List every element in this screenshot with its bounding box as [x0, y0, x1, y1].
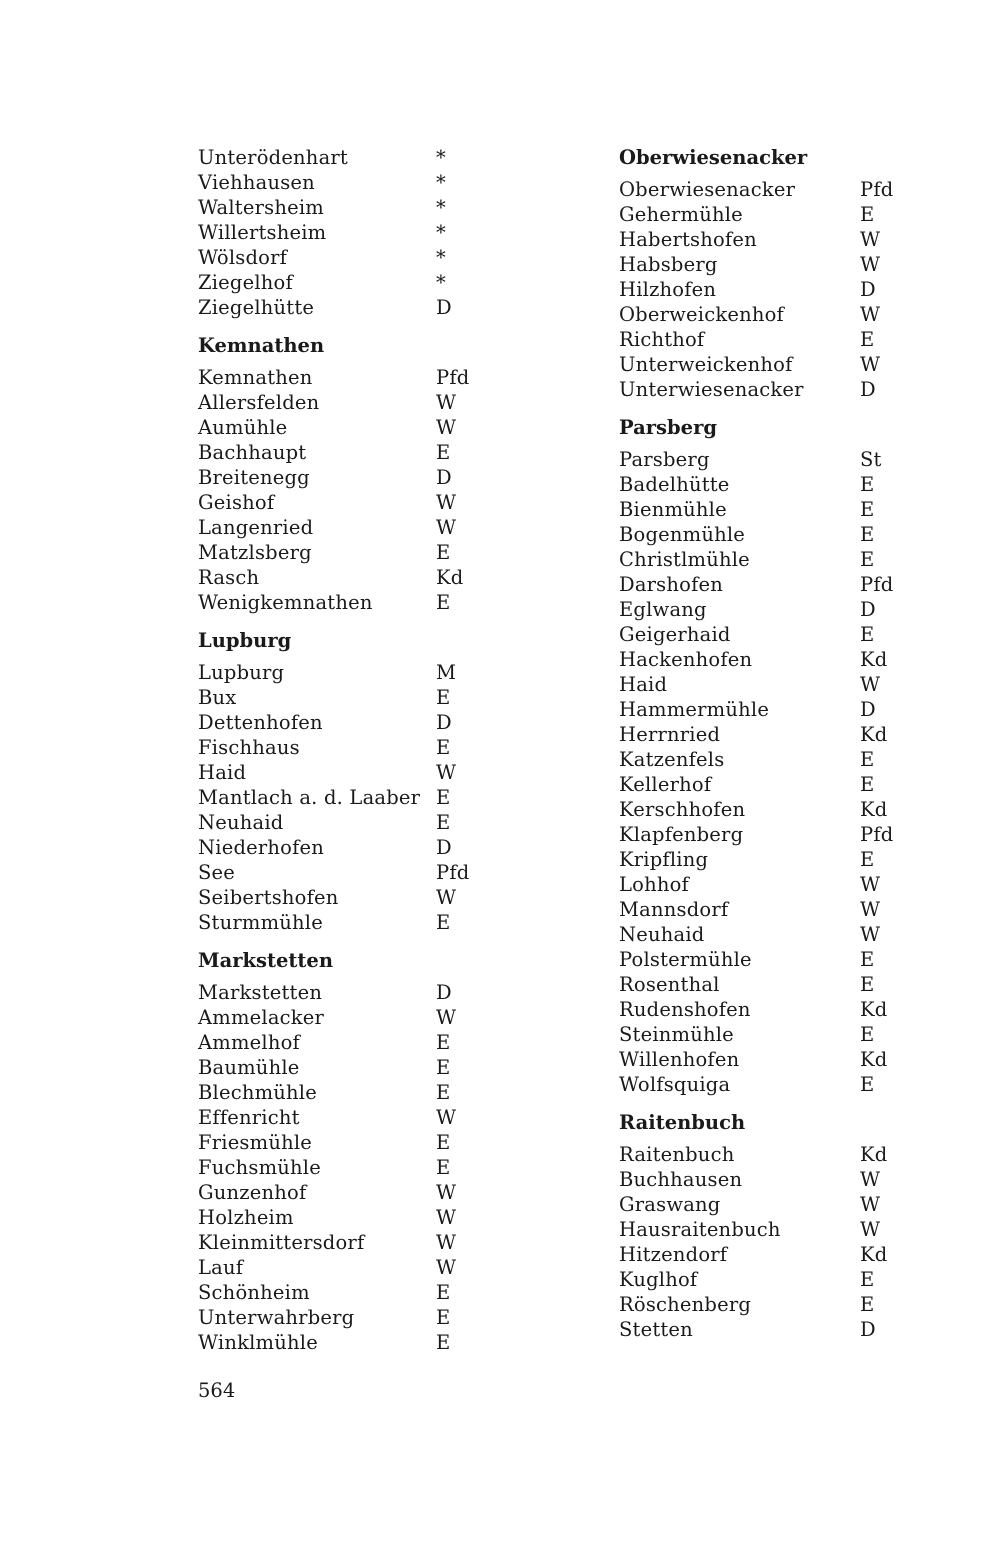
- place-name: Breitenegg: [198, 466, 310, 489]
- place-row: [619, 822, 919, 847]
- place-type-code: Pfd: [436, 861, 470, 884]
- place-row: [198, 660, 498, 685]
- place-row: [619, 1292, 919, 1317]
- place-name: Katzenfels: [619, 748, 725, 771]
- place-type-code: E: [436, 1281, 451, 1304]
- section: [619, 1110, 919, 1342]
- place-row: [619, 797, 919, 822]
- place-name: Unterwiesenacker: [619, 378, 804, 401]
- section-heading: Lupburg: [198, 629, 292, 652]
- place-type-code: W: [860, 923, 881, 946]
- place-type-code: W: [436, 1181, 457, 1204]
- place-row: [198, 1230, 498, 1255]
- place-name: Hausraitenbuch: [619, 1218, 781, 1241]
- place-type-code: E: [860, 548, 875, 571]
- place-type-code: E: [860, 973, 875, 996]
- place-name: Ziegelhütte: [198, 296, 315, 319]
- place-type-code: Pfd: [860, 573, 894, 596]
- place-type-code: W: [860, 353, 881, 376]
- place-row: [619, 597, 919, 622]
- place-type-code: E: [436, 811, 451, 834]
- place-row: [198, 835, 498, 860]
- place-row: [619, 252, 919, 277]
- place-name: Steinmühle: [619, 1023, 734, 1046]
- place-name: Waltersheim: [198, 196, 324, 219]
- place-row: [619, 847, 919, 872]
- place-row: [619, 647, 919, 672]
- place-name: Gehermühle: [619, 203, 743, 226]
- place-row: [619, 377, 919, 402]
- place-type-code: E: [436, 1056, 451, 1079]
- section-heading: Kemnathen: [198, 334, 325, 357]
- place-type-code: *: [436, 221, 446, 244]
- place-name: Willenhofen: [619, 1048, 740, 1071]
- place-name: Ammelacker: [198, 1006, 325, 1029]
- place-name: Buchhausen: [619, 1168, 743, 1191]
- place-row: [619, 352, 919, 377]
- place-row: [198, 785, 498, 810]
- place-type-code: Kd: [860, 1143, 888, 1166]
- place-type-code: D: [436, 711, 452, 734]
- place-row: [619, 947, 919, 972]
- place-type-code: W: [860, 303, 881, 326]
- place-type-code: W: [436, 1006, 457, 1029]
- place-type-code: *: [436, 271, 446, 294]
- place-row: [198, 1030, 498, 1055]
- place-row: [198, 195, 498, 220]
- place-name: Lupburg: [198, 661, 285, 684]
- place-type-code: Kd: [860, 798, 888, 821]
- place-name: Unterödenhart: [198, 146, 348, 169]
- section-heading: Parsberg: [619, 416, 717, 439]
- section-heading: Oberwiesenacker: [619, 146, 808, 169]
- place-name: Habertshofen: [619, 228, 757, 251]
- place-row: [198, 760, 498, 785]
- place-type-code: Pfd: [860, 178, 894, 201]
- place-row: [198, 1255, 498, 1280]
- place-type-code: *: [436, 246, 446, 269]
- place-name: Eglwang: [619, 598, 707, 621]
- place-row: [198, 365, 498, 390]
- place-name: Schönheim: [198, 1281, 310, 1304]
- place-row: [198, 1330, 498, 1355]
- section-heading: Raitenbuch: [619, 1111, 746, 1134]
- place-name: Kellerhof: [619, 773, 712, 796]
- place-name: Bienmühle: [619, 498, 727, 521]
- place-name: Lauf: [198, 1256, 244, 1279]
- place-row: [619, 1167, 919, 1192]
- place-type-code: E: [860, 773, 875, 796]
- place-type-code: D: [436, 981, 452, 1004]
- place-name: Kuglhof: [619, 1268, 698, 1291]
- place-row: [198, 860, 498, 885]
- place-row: [619, 672, 919, 697]
- place-row: [619, 697, 919, 722]
- place-name: Seibertshofen: [198, 886, 339, 909]
- left-column: [198, 145, 498, 1355]
- place-name: See: [198, 861, 236, 884]
- place-type-code: E: [860, 1073, 875, 1096]
- place-name: Klapfenberg: [619, 823, 744, 846]
- place-row: [198, 735, 498, 760]
- place-name: Unterweickenhof: [619, 353, 793, 376]
- place-type-code: W: [436, 391, 457, 414]
- place-row: [198, 1130, 498, 1155]
- place-row: [198, 1305, 498, 1330]
- place-type-code: E: [860, 473, 875, 496]
- place-type-code: W: [436, 761, 457, 784]
- place-row: [198, 565, 498, 590]
- place-row: [619, 447, 919, 472]
- place-name: Geishof: [198, 491, 275, 514]
- place-type-code: St: [860, 448, 882, 471]
- place-type-code: E: [860, 748, 875, 771]
- place-name: Oberweickenhof: [619, 303, 784, 326]
- place-row: [198, 490, 498, 515]
- place-name: Kripfling: [619, 848, 709, 871]
- place-row: [619, 327, 919, 352]
- section: [198, 145, 498, 320]
- place-name: Herrnried: [619, 723, 721, 746]
- place-row: [198, 440, 498, 465]
- place-type-code: D: [860, 1318, 876, 1341]
- place-row: [619, 277, 919, 302]
- place-type-code: D: [860, 698, 876, 721]
- place-name: Allersfelden: [198, 391, 320, 414]
- place-type-code: E: [436, 541, 451, 564]
- place-type-code: M: [436, 661, 457, 684]
- place-name: Niederhofen: [198, 836, 324, 859]
- place-type-code: W: [860, 253, 881, 276]
- place-row: [619, 747, 919, 772]
- place-name: Mantlach a. d. Laaber: [198, 786, 421, 809]
- place-row: [198, 685, 498, 710]
- place-row: [619, 572, 919, 597]
- place-row: [619, 1267, 919, 1292]
- place-row: [198, 270, 498, 295]
- place-type-code: Kd: [860, 1243, 888, 1266]
- place-type-code: E: [860, 328, 875, 351]
- place-name: Lohhof: [619, 873, 689, 896]
- place-row: [198, 1055, 498, 1080]
- place-type-code: E: [860, 1023, 875, 1046]
- place-row: [619, 547, 919, 572]
- place-row: [198, 1205, 498, 1230]
- place-name: Haid: [198, 761, 247, 784]
- place-row: [198, 390, 498, 415]
- place-type-code: E: [436, 591, 451, 614]
- place-row: [619, 202, 919, 227]
- place-row: [619, 722, 919, 747]
- place-type-code: Kd: [860, 723, 888, 746]
- place-type-code: W: [860, 1168, 881, 1191]
- place-type-code: E: [436, 736, 451, 759]
- place-name: Viehhausen: [198, 171, 315, 194]
- section: [198, 333, 498, 615]
- place-row: [619, 1192, 919, 1217]
- place-name: Kleinmittersdorf: [198, 1231, 365, 1254]
- place-type-code: E: [436, 1131, 451, 1154]
- place-type-code: Pfd: [436, 366, 470, 389]
- place-name: Rudenshofen: [619, 998, 751, 1021]
- place-name: Ziegelhof: [198, 271, 293, 294]
- place-type-code: W: [436, 1231, 457, 1254]
- place-name: Kerschhofen: [619, 798, 746, 821]
- place-type-code: *: [436, 146, 446, 169]
- place-type-code: E: [860, 203, 875, 226]
- place-row: [619, 497, 919, 522]
- place-type-code: W: [860, 673, 881, 696]
- place-name: Wenigkemnathen: [198, 591, 373, 614]
- place-type-code: E: [436, 1331, 451, 1354]
- place-type-code: *: [436, 171, 446, 194]
- place-name: Holzheim: [198, 1206, 294, 1229]
- place-type-code: W: [436, 1206, 457, 1229]
- place-type-code: W: [436, 1106, 457, 1129]
- place-name: Winklmühle: [198, 1331, 318, 1354]
- place-type-code: E: [860, 948, 875, 971]
- place-type-code: E: [436, 1156, 451, 1179]
- place-type-code: Kd: [860, 998, 888, 1021]
- place-row: [619, 522, 919, 547]
- section-heading: Markstetten: [198, 949, 333, 972]
- section: [198, 628, 498, 935]
- place-name: Wölsdorf: [198, 246, 288, 269]
- place-type-code: E: [860, 523, 875, 546]
- place-name: Geigerhaid: [619, 623, 731, 646]
- place-row: [198, 590, 498, 615]
- place-type-code: *: [436, 196, 446, 219]
- place-row: [619, 972, 919, 997]
- place-row: [619, 1072, 919, 1097]
- place-type-code: E: [436, 686, 451, 709]
- place-row: [198, 170, 498, 195]
- place-row: [198, 1280, 498, 1305]
- place-name: Aumühle: [198, 416, 288, 439]
- place-row: [619, 622, 919, 647]
- place-type-code: W: [436, 416, 457, 439]
- place-type-code: E: [436, 911, 451, 934]
- place-row: [198, 980, 498, 1005]
- place-name: Stetten: [619, 1318, 693, 1341]
- place-row: [619, 302, 919, 327]
- place-row: [198, 1180, 498, 1205]
- place-name: Christlmühle: [619, 548, 750, 571]
- place-type-code: W: [860, 1193, 881, 1216]
- place-type-code: Kd: [436, 566, 464, 589]
- place-name: Fischhaus: [198, 736, 300, 759]
- place-name: Matzlsberg: [198, 541, 312, 564]
- place-type-code: E: [436, 786, 451, 809]
- place-row: [619, 1242, 919, 1267]
- place-type-code: D: [436, 296, 452, 319]
- page-number: 564: [198, 1379, 236, 1402]
- place-type-code: Kd: [860, 1048, 888, 1071]
- place-name: Blechmühle: [198, 1081, 317, 1104]
- place-row: [198, 220, 498, 245]
- place-row: [198, 465, 498, 490]
- place-name: Polstermühle: [619, 948, 752, 971]
- place-type-code: W: [860, 1218, 881, 1241]
- place-row: [198, 1080, 498, 1105]
- place-type-code: E: [436, 1306, 451, 1329]
- place-name: Hilzhofen: [619, 278, 717, 301]
- place-name: Hammermühle: [619, 698, 770, 721]
- place-name: Haid: [619, 673, 668, 696]
- place-row: [198, 1155, 498, 1180]
- place-name: Oberwiesenacker: [619, 178, 796, 201]
- place-row: [619, 922, 919, 947]
- place-name: Röschenberg: [619, 1293, 752, 1316]
- place-row: [619, 772, 919, 797]
- place-type-code: E: [436, 1031, 451, 1054]
- place-type-code: W: [436, 491, 457, 514]
- place-row: [198, 515, 498, 540]
- place-name: Parsberg: [619, 448, 710, 471]
- place-row: [198, 145, 498, 170]
- place-name: Bux: [198, 686, 237, 709]
- place-type-code: E: [860, 1268, 875, 1291]
- place-name: Hackenhofen: [619, 648, 753, 671]
- place-name: Bogenmühle: [619, 523, 746, 546]
- section: [619, 415, 919, 1097]
- place-type-code: E: [436, 441, 451, 464]
- place-row: [198, 295, 498, 320]
- place-row: [198, 415, 498, 440]
- place-name: Darshofen: [619, 573, 724, 596]
- place-name: Kemnathen: [198, 366, 313, 389]
- place-row: [619, 472, 919, 497]
- place-type-code: W: [860, 898, 881, 921]
- place-name: Dettenhofen: [198, 711, 323, 734]
- place-row: [198, 910, 498, 935]
- place-name: Wolfsquiga: [619, 1073, 731, 1096]
- place-type-code: W: [436, 516, 457, 539]
- place-type-code: W: [436, 886, 457, 909]
- place-row: [619, 872, 919, 897]
- place-row: [198, 710, 498, 735]
- place-row: [619, 997, 919, 1022]
- place-row: [619, 1047, 919, 1072]
- place-name: Richthof: [619, 328, 705, 351]
- section: [198, 948, 498, 1355]
- place-row: [619, 227, 919, 252]
- place-row: [619, 1022, 919, 1047]
- place-name: Willertsheim: [198, 221, 327, 244]
- place-type-code: D: [436, 466, 452, 489]
- place-type-code: D: [436, 836, 452, 859]
- section: [619, 145, 919, 402]
- place-name: Habsberg: [619, 253, 718, 276]
- place-type-code: W: [860, 228, 881, 251]
- place-type-code: W: [860, 873, 881, 896]
- place-name: Friesmühle: [198, 1131, 313, 1154]
- place-name: Mannsdorf: [619, 898, 729, 921]
- place-name: Rosenthal: [619, 973, 720, 996]
- place-row: [198, 245, 498, 270]
- place-row: [619, 177, 919, 202]
- place-type-code: Pfd: [860, 823, 894, 846]
- place-type-code: Kd: [860, 648, 888, 671]
- place-name: Sturmmühle: [198, 911, 323, 934]
- place-row: [198, 885, 498, 910]
- place-name: Ammelhof: [198, 1031, 300, 1054]
- place-name: Gunzenhof: [198, 1181, 307, 1204]
- place-row: [198, 540, 498, 565]
- place-name: Neuhaid: [198, 811, 284, 834]
- place-name: Fuchsmühle: [198, 1156, 321, 1179]
- place-row: [198, 1005, 498, 1030]
- place-row: [619, 1317, 919, 1342]
- place-type-code: D: [860, 278, 876, 301]
- place-name: Unterwahrberg: [198, 1306, 355, 1329]
- place-name: Rasch: [198, 566, 260, 589]
- place-type-code: D: [860, 378, 876, 401]
- place-name: Graswang: [619, 1193, 721, 1216]
- place-name: Bachhaupt: [198, 441, 307, 464]
- place-name: Neuhaid: [619, 923, 705, 946]
- place-type-code: E: [436, 1081, 451, 1104]
- place-type-code: E: [860, 1293, 875, 1316]
- place-type-code: E: [860, 623, 875, 646]
- place-name: Baumühle: [198, 1056, 300, 1079]
- place-name: Raitenbuch: [619, 1143, 735, 1166]
- place-type-code: E: [860, 498, 875, 521]
- place-name: Langenried: [198, 516, 314, 539]
- place-name: Markstetten: [198, 981, 323, 1004]
- place-name: Badelhütte: [619, 473, 730, 496]
- place-type-code: E: [860, 848, 875, 871]
- place-row: [198, 1105, 498, 1130]
- place-type-code: D: [860, 598, 876, 621]
- place-row: [619, 1142, 919, 1167]
- place-row: [619, 1217, 919, 1242]
- right-column: [619, 145, 919, 1342]
- place-row: [198, 810, 498, 835]
- place-name: Hitzendorf: [619, 1243, 728, 1266]
- place-name: Effenricht: [198, 1106, 300, 1129]
- place-row: [619, 897, 919, 922]
- place-type-code: W: [436, 1256, 457, 1279]
